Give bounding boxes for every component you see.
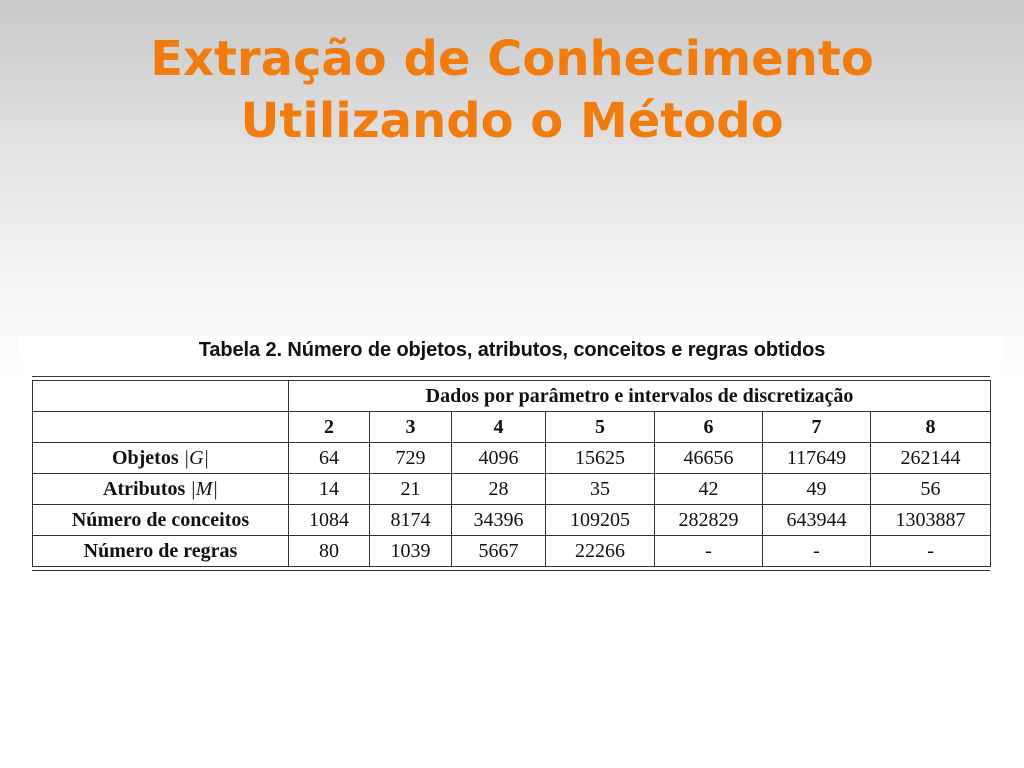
table-cell: 28	[452, 474, 546, 505]
table-caption: Tabela 2. Número de objetos, atributos, conceitos e regras obtidos	[198, 339, 826, 361]
table-cell: 643944	[763, 505, 871, 536]
row-label	[33, 474, 289, 505]
table-cell: 49	[763, 474, 871, 505]
parameter-row	[33, 412, 991, 443]
table-cell: 262144	[871, 443, 991, 474]
table-cell: 22266	[546, 536, 655, 567]
table-cell: 1303887	[871, 505, 991, 536]
table-cell: 80	[289, 536, 370, 567]
group-header: Dados por parâmetro e intervalos de discretização	[289, 381, 991, 412]
parameter-cell: 4	[452, 412, 546, 443]
parameter-cell: 6	[655, 412, 763, 443]
table-cell: 15625	[546, 443, 655, 474]
parameter-cell: 8	[871, 412, 991, 443]
table-row	[33, 536, 991, 567]
row-label-math: |M|	[190, 477, 218, 500]
table-row	[33, 474, 991, 505]
table-cell: 1039	[370, 536, 452, 567]
table-cell: -	[871, 536, 991, 567]
table-cell: 46656	[655, 443, 763, 474]
table-cell: 56	[871, 474, 991, 505]
table-cell: 4096	[452, 443, 546, 474]
row-label: Número de conceitos	[33, 505, 289, 536]
slide-title	[0, 28, 1024, 152]
table-cell: -	[763, 536, 871, 567]
empty-header-cell	[33, 381, 289, 412]
row-label-text: Atributos	[103, 477, 186, 500]
data-table	[32, 380, 991, 567]
table-frame	[32, 376, 990, 571]
parameter-cell: 5	[546, 412, 655, 443]
row-label: Número de regras	[33, 536, 289, 567]
row-label-math: |G|	[183, 446, 210, 469]
parameter-cell: 2	[289, 412, 370, 443]
parameter-cell: 7	[763, 412, 871, 443]
table-header-row	[33, 381, 991, 412]
empty-parameter-cell	[33, 412, 289, 443]
slide-title-line-2: Utilizando o Método	[240, 93, 784, 149]
table-cell: 282829	[655, 505, 763, 536]
table-cell: 14	[289, 474, 370, 505]
table-cell: 5667	[452, 536, 546, 567]
table-row	[33, 505, 991, 536]
table-cell: 64	[289, 443, 370, 474]
table-cell: 117649	[763, 443, 871, 474]
row-label-text: Objetos	[111, 446, 179, 469]
table-cell: 729	[370, 443, 452, 474]
table-cell: 42	[655, 474, 763, 505]
row-label	[33, 443, 289, 474]
table-image	[18, 336, 1005, 582]
table-cell: -	[655, 536, 763, 567]
table-cell: 34396	[452, 505, 546, 536]
parameter-cell: 3	[370, 412, 452, 443]
table-cell: 35	[546, 474, 655, 505]
table-cell: 109205	[546, 505, 655, 536]
table-cell: 1084	[289, 505, 370, 536]
slide-title-line-1: Extração de Conhecimento	[150, 31, 874, 87]
table-row	[33, 443, 991, 474]
table-cell: 21	[370, 474, 452, 505]
table-cell: 8174	[370, 505, 452, 536]
